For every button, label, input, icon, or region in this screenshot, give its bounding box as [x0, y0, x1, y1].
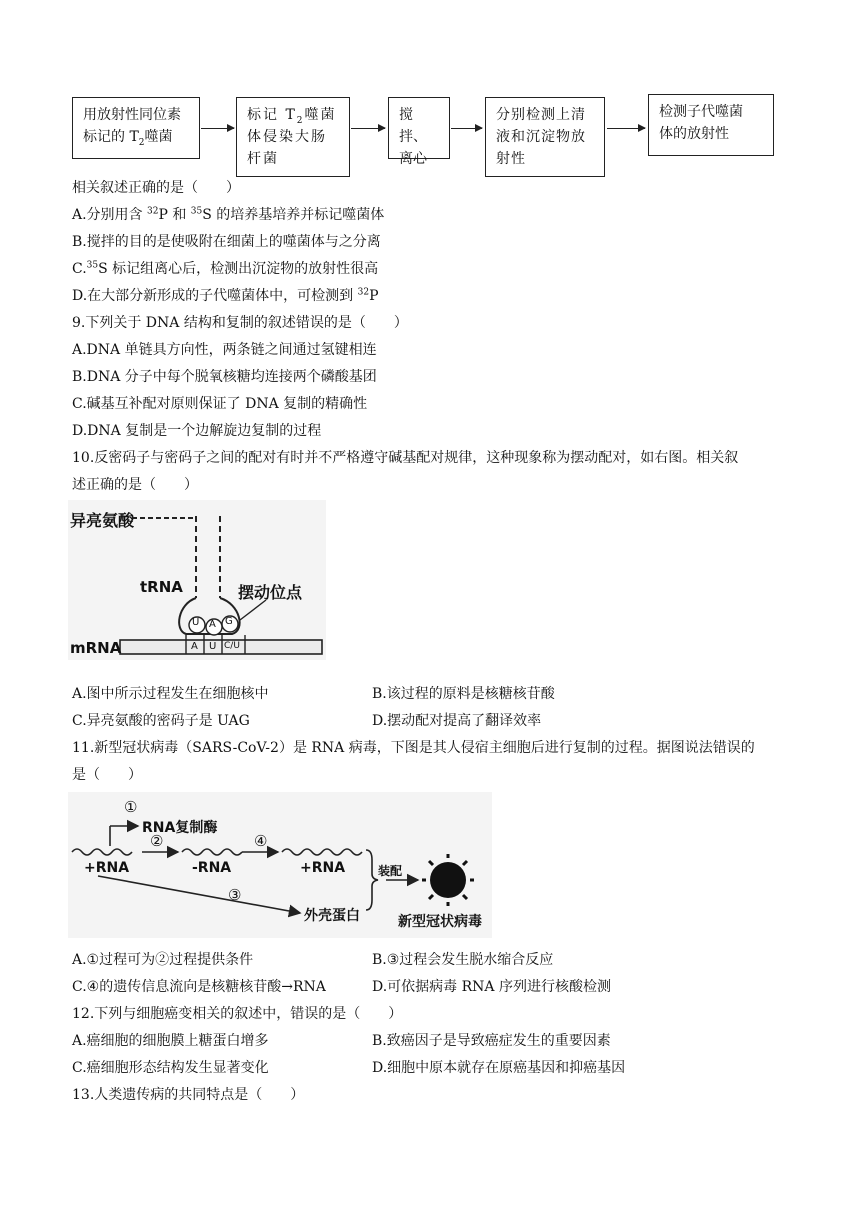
q12-option-c: C.癌细胞形态结构发生显著变化 [72, 1060, 269, 1076]
q10-option-b: B.该过程的原料是核糖核苷酸 [372, 686, 555, 702]
anticodon-base: G [225, 616, 233, 627]
q10-stem-line2: 述正确的是（ ） [72, 477, 198, 493]
trna-wobble-figure [68, 500, 326, 660]
step2-label: ② [150, 832, 164, 850]
option-text: P [369, 288, 379, 304]
codon-base: U [209, 641, 217, 652]
q9-stem: 9.下列关于 DNA 结构和复制的叙述错误的是（ ） [72, 315, 408, 331]
flow-text: 噬菌 [144, 129, 173, 145]
flow-box-infect [236, 97, 350, 177]
option-text: D.在大部分新形成的子代噬菌体中，可检测到 [72, 288, 358, 304]
q13-stem: 13.人类遗传病的共同特点是（ ） [72, 1087, 305, 1103]
flow-box-line [83, 126, 189, 148]
q12-stem: 12.下列与细胞癌变相关的叙述中，错误的是（ ） [72, 1006, 403, 1022]
q12-option-a: A.癌细胞的细胞膜上糖蛋白增多 [72, 1033, 269, 1049]
q11-option-c: C.④的遗传信息流向是核糖核苷酸→RNA [72, 979, 326, 995]
q8-option-c [72, 259, 378, 279]
flow-arrow [351, 128, 385, 129]
q9-option-c: C.碱基互补配对原则保证了 DNA 复制的精确性 [72, 396, 368, 412]
q10-option-c: C.异亮氨酸的密码子是 UAG [72, 713, 250, 729]
flow-box-detect [485, 97, 605, 177]
flow-box-line: 射性 [496, 151, 526, 167]
assembly-label: 装配 [378, 864, 403, 878]
option-text: A.分别用含 [72, 207, 148, 223]
option-text: S 标记组离心后，检测出沉淀物的放射性很高 [98, 261, 379, 277]
mrna-label: mRNA [70, 639, 122, 657]
q11-option-b: B.③过程会发生脱水缩合反应 [372, 952, 554, 968]
wobble-pointer [240, 600, 266, 620]
flow-box-line: 离心 [399, 151, 427, 167]
q9-option-a: A.DNA 单链具方向性，两条链之间通过氢键相连 [72, 342, 377, 358]
flow-box-line: 体侵染大肠 [247, 129, 327, 145]
virus-label: 新型冠状病毒 [398, 914, 482, 930]
subscript: 2 [296, 115, 305, 126]
q11-stem-line2: 是（ ） [72, 767, 142, 783]
anticodon-base: A [209, 619, 216, 630]
flow-text: 标记的 T [83, 129, 139, 145]
step1-label: ① [124, 798, 138, 816]
step3-label: ③ [228, 886, 242, 904]
plus-rna-label: +RNA [300, 860, 346, 876]
q9-option-d: D.DNA 复制是一个边解旋边复制的过程 [72, 423, 322, 439]
flow-box-line: 搅拌、 [399, 107, 427, 145]
codon-base: C/U [224, 641, 240, 651]
q11-option-a: A.①过程可为②过程提供条件 [72, 952, 254, 968]
codon-base: A [191, 641, 198, 652]
plus-rna-label: +RNA [84, 860, 130, 876]
superscript: 35 [86, 260, 99, 271]
plus-rna-strand [72, 849, 132, 855]
wobble-site-label: 摆动位点 [238, 583, 303, 602]
option-text: C. [72, 261, 87, 277]
flow-arrow [607, 128, 645, 129]
flow-box-offspring [648, 94, 774, 156]
q12-option-b: B.致癌因子是导致癌症发生的重要因素 [372, 1033, 611, 1049]
q10-option-d: D.摆动配对提高了翻译效率 [372, 713, 542, 729]
q9-option-b: B.DNA 分子中每个脱氧核糖均连接两个磷酸基团 [72, 369, 377, 385]
virus-replication-figure [68, 792, 492, 938]
superscript: 35 [190, 206, 203, 217]
capsid-protein-label: 外壳蛋白 [304, 908, 360, 924]
superscript: 32 [357, 287, 370, 298]
flow-box-line: 用放射性同位素 [83, 107, 181, 123]
flow-arrow [201, 128, 234, 129]
flow-box-line: 杆菌 [247, 151, 279, 167]
rna-polymerase-label: RNA复制酶 [142, 820, 218, 836]
q8-option-d [72, 286, 379, 306]
minus-rna-label: -RNA [192, 860, 232, 876]
q12-option-d: D.细胞中原本就存在原癌基因和抑癌基因 [372, 1060, 626, 1076]
flow-box-label-phage [72, 97, 200, 159]
flow-arrow [451, 128, 482, 129]
q10-stem-line1: 10.反密码子与密码子之间的配对有时并不严格遵守碱基配对规律，这种现象称为摆动配对，如右图。相关叙 [72, 450, 739, 466]
flow-box-line: 液和沉淀物放 [496, 129, 586, 145]
flow-box-line [247, 104, 339, 126]
flow-box-line: 检测子代噬菌 [659, 104, 743, 120]
anticodon-base: U [192, 617, 200, 628]
virus-icon [422, 854, 474, 906]
q8-option-b: B.搅拌的目的是使吸附在细菌上的噬菌体与之分离 [72, 234, 381, 250]
q8-stem: 相关叙述正确的是（ ） [72, 180, 240, 196]
trna-label: tRNA [140, 578, 183, 596]
option-text: S 的培养基培养并标记噬菌体 [202, 207, 385, 223]
option-text: P 和 [158, 207, 191, 223]
subscript: 2 [138, 137, 145, 148]
flow-box-line: 体的放射性 [659, 126, 729, 142]
plus-rna-strand-new [282, 849, 362, 855]
flow-box-line: 分别检测上清 [496, 107, 586, 123]
flow-box-stir [388, 97, 450, 167]
step3-arrow [98, 876, 300, 913]
mrna-strand [120, 640, 322, 654]
assembly-brace [366, 850, 378, 910]
minus-rna-strand [182, 849, 242, 855]
amino-acid-label: 异亮氨酸 [70, 511, 135, 530]
flow-text: 噬菌 [304, 107, 337, 123]
q10-option-a: A.图中所示过程发生在细胞核中 [72, 686, 269, 702]
q11-stem-line1: 11.新型冠状病毒（SARS-CoV-2）是 RNA 病毒，下图是其人侵宿主细胞后进行复制的过程。据图说法错误的 [72, 740, 755, 756]
q11-option-d: D.可依据病毒 RNA 序列进行核酸检测 [372, 979, 611, 995]
flow-text: 标记 T [247, 107, 297, 123]
step4-label: ④ [254, 832, 268, 850]
superscript: 32 [147, 206, 159, 217]
q8-option-a [72, 205, 384, 225]
